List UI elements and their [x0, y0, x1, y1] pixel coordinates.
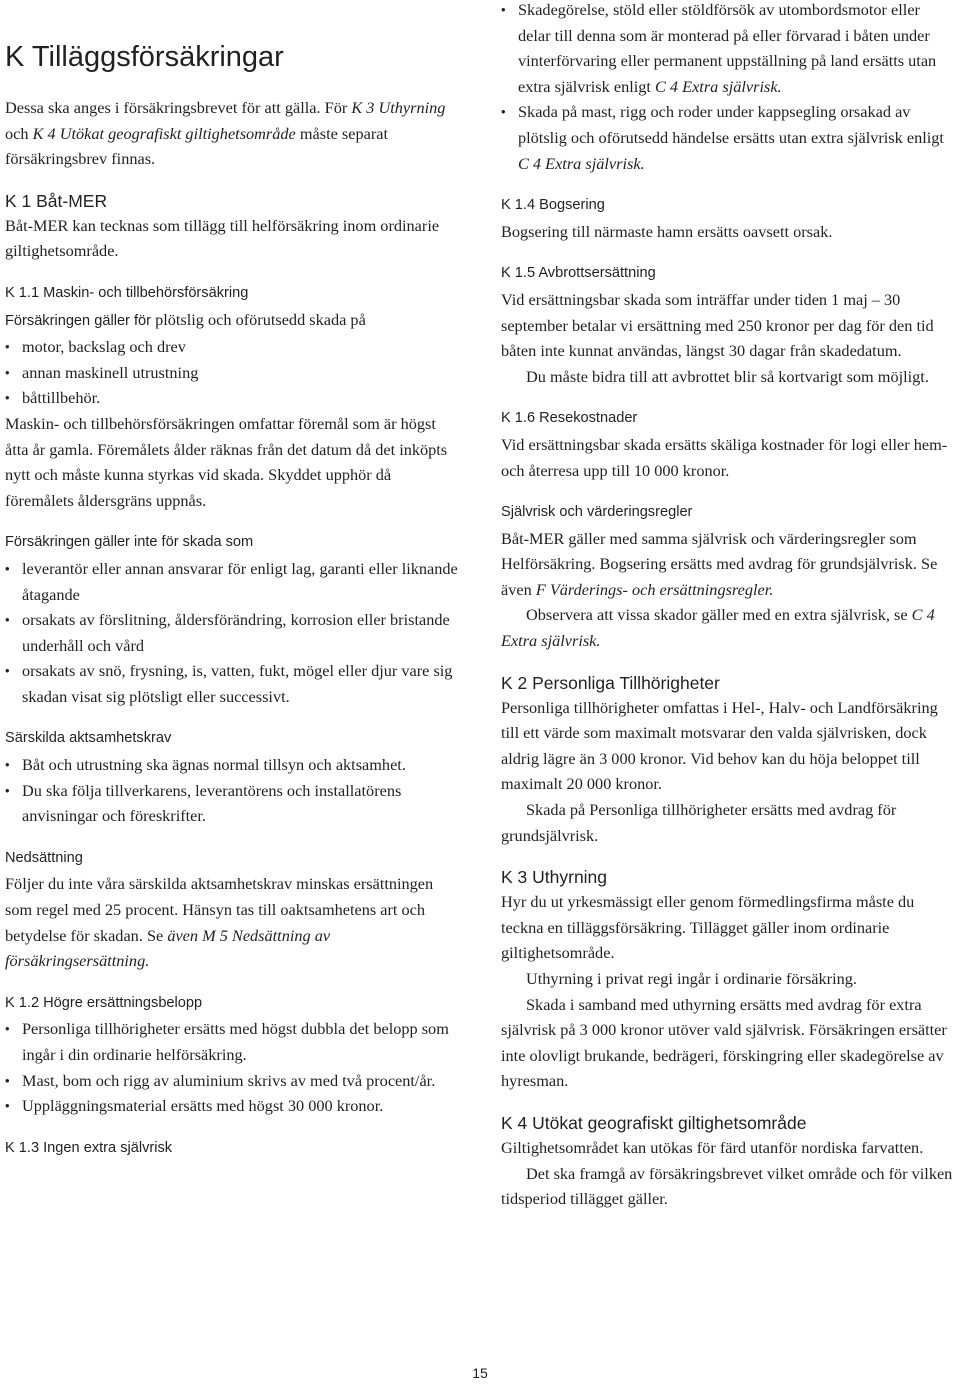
list-item: • Skada på mast, rigg och roder under kappsegling orsakad av plötslig och oförutsedd händelse ersätts utan extra självrisk enligt C 4 Extra självrisk. [501, 99, 956, 176]
list-item: • Mast, bom och rigg av aluminium skrivs av med två procent/år. [5, 1068, 460, 1094]
k3-text: Hyr du ut yrkesmässigt eller genom förmedlingsfirma måste du teckna en tilläggsförsäkring. Tillägget gäller inom ordinarie giltighetsområde. [501, 892, 915, 963]
section-heading-k15: K 1.5 Avbrottsersättning [501, 265, 656, 282]
k16-text: Vid ersättningsbar skada ersätts skäliga kostnader för logi eller hem- och återresa upp till 10 000 kronor. [501, 434, 948, 480]
list-item: • leverantör eller annan ansvarar för enligt lag, garanti eller liknande åtagande [5, 556, 460, 607]
page-title: K Tilläggsförsäkringar [5, 41, 284, 73]
section-heading-k3: K 3 Uthyrning [501, 867, 608, 888]
right-column [501, 0, 956, 1212]
k13-list [501, 0, 956, 176]
list-item: • orsakats av förslitning, åldersförändring, korrosion eller bristande underhåll och vård [5, 607, 460, 658]
k4-text-2: Det ska framgå av försäkringsbrevet vilket område och för vilken tidsperiod tillägget gäller. [501, 1163, 953, 1209]
k11-list [5, 334, 460, 411]
list-item: • Personliga tillhörigheter ersätts med högst dubbla det belopp som ingår i din ordinarie helförsäkring. [5, 1016, 460, 1067]
k3-text-2: Uthyrning i privat regi ingår i ordinarie försäkring. [526, 969, 857, 988]
exclusions-list [5, 556, 460, 710]
section-heading-k11: K 1.1 Maskin- och tillbehörsförsäkring [5, 284, 249, 301]
section-heading-k13: K 1.3 Ingen extra självrisk [5, 1139, 173, 1156]
k15-text: Vid ersättningsbar skada som inträffar under tiden 1 maj – 30 september betalar vi ersättning med 250 kronor per dag för den tid båten inte kunnat användas, längst 30 dagar från skadedatum. [501, 289, 934, 361]
k14-text: Bogsering till närmaste hamn ersätts oavsett orsak. [501, 221, 833, 241]
section-heading-k16: K 1.6 Resekostnader [501, 410, 638, 427]
section-heading-k4: K 4 Utökat geografiskt giltighetsområde [501, 1112, 807, 1133]
deductible-text: Båt-MER gäller med samma självrisk och värderingsregler som Helförsäkring. Bogsering ersätts med avdrag för grundsjälvrisk. Se även F Värderings- och ersättningsregler. [501, 528, 938, 599]
intro-paragraph: Dessa ska anges i försäkringsbrevet för att gälla. För K 3 Uthyrning och K 4 Utökat geografiskt giltighetsområde måste separat försäkringsbrev finnas. [5, 98, 446, 169]
reduction-text: Följer du inte våra särskilda aktsamhetskrav minskas ersättningen som regel med 25 procent. Hänsyn tas till oaktsamhetens art och betydelse för skadan. Se även M 5 Nedsättning av försäkringsersättning. [5, 874, 434, 971]
section-heading-k2: K 2 Personliga Tillhörigheter [501, 672, 720, 693]
list-item: • båttillbehör. [5, 385, 460, 411]
care-list [5, 752, 460, 829]
k12-list [5, 1016, 460, 1118]
left-column [5, 0, 460, 1161]
k11-lead: Försäkringen gäller för plötslig och oförutsedd skada på [5, 309, 366, 329]
page-number: 15 [472, 1365, 488, 1381]
deductible-text-2: Observera att vissa skador gäller med en extra självrisk, se C 4 Extra självrisk. [501, 605, 935, 651]
k4-text: Giltighetsområdet kan utökas för färd utanför nordiska farvatten. [501, 1137, 924, 1157]
section-heading-k14: K 1.4 Bogsering [501, 197, 605, 214]
k11-text: Maskin- och tillbehörsförsäkringen omfattar föremål som är högst åtta år gamla. Föremålets ålder räknas från det datum då det inköpts nytt och måste kunna styrkas vid skada. Skyddet upphör då föremålets åldersgräns uppnås. [5, 413, 448, 510]
k3-text-3: Skada i samband med uthyrning ersätts med avdrag för extra självrisk på 3 000 kronor utöver vald självrisk. Försäkringen ersätter inte olovligt brukande, bedrägeri, förskingring eller skadegörelse av hyresman. [501, 994, 947, 1091]
k2-text-2: Skada på Personliga tillhörigheter ersätts med avdrag för grundsjälvrisk. [501, 800, 897, 845]
list-item: • Uppläggningsmaterial ersätts med högst 30 000 kronor. [5, 1093, 460, 1119]
k15-text-2: Du måste bidra till att avbrottet blir så kortvarigt som möjligt. [526, 366, 929, 386]
k1-text: Båt-MER kan tecknas som tillägg till helförsäkring inom ordinarie giltighetsområde. [5, 215, 440, 261]
deductible-heading: Självrisk och värderingsregler [501, 504, 693, 521]
list-item: • orsakats av snö, frysning, is, vatten, fukt, mögel eller djur vare sig skadan visat sig plötsligt eller successivt. [5, 658, 460, 709]
exclusions-heading: Försäkringen gäller inte för skada som [5, 534, 254, 551]
section-heading-k12: K 1.2 Högre ersättningsbelopp [5, 994, 203, 1011]
k2-text: Personliga tillhörigheter omfattas i Hel-, Halv- och Landförsäkring till ett värde som maximalt motsvarar den valda självrisken, dock aldrig lägre än 3 000 kronor. Vid behov kan du höja beloppet till maximalt 20 000 kronor. [501, 697, 938, 794]
list-item: • annan maskinell utrustning [5, 360, 460, 386]
section-heading-k1: K 1 Båt-MER [5, 190, 108, 211]
list-item: • motor, backslag och drev [5, 334, 460, 360]
reduction-heading: Nedsättning [5, 849, 83, 866]
care-heading: Särskilda aktsamhetskrav [5, 730, 172, 747]
list-item: • Skadegörelse, stöld eller stöldförsök av utombordsmotor eller delar till denna som är monterad på eller förvarad i båten under vinterförvaring eller permanent uppställning på land ersätts utan extra självrisk enligt C 4 Extra självrisk. [501, 0, 956, 99]
list-item: • Du ska följa tillverkarens, leverantörens och installatörens anvisningar och föreskrifter. [5, 778, 460, 829]
list-item: • Båt och utrustning ska ägnas normal tillsyn och aktsamhet. [5, 752, 460, 778]
